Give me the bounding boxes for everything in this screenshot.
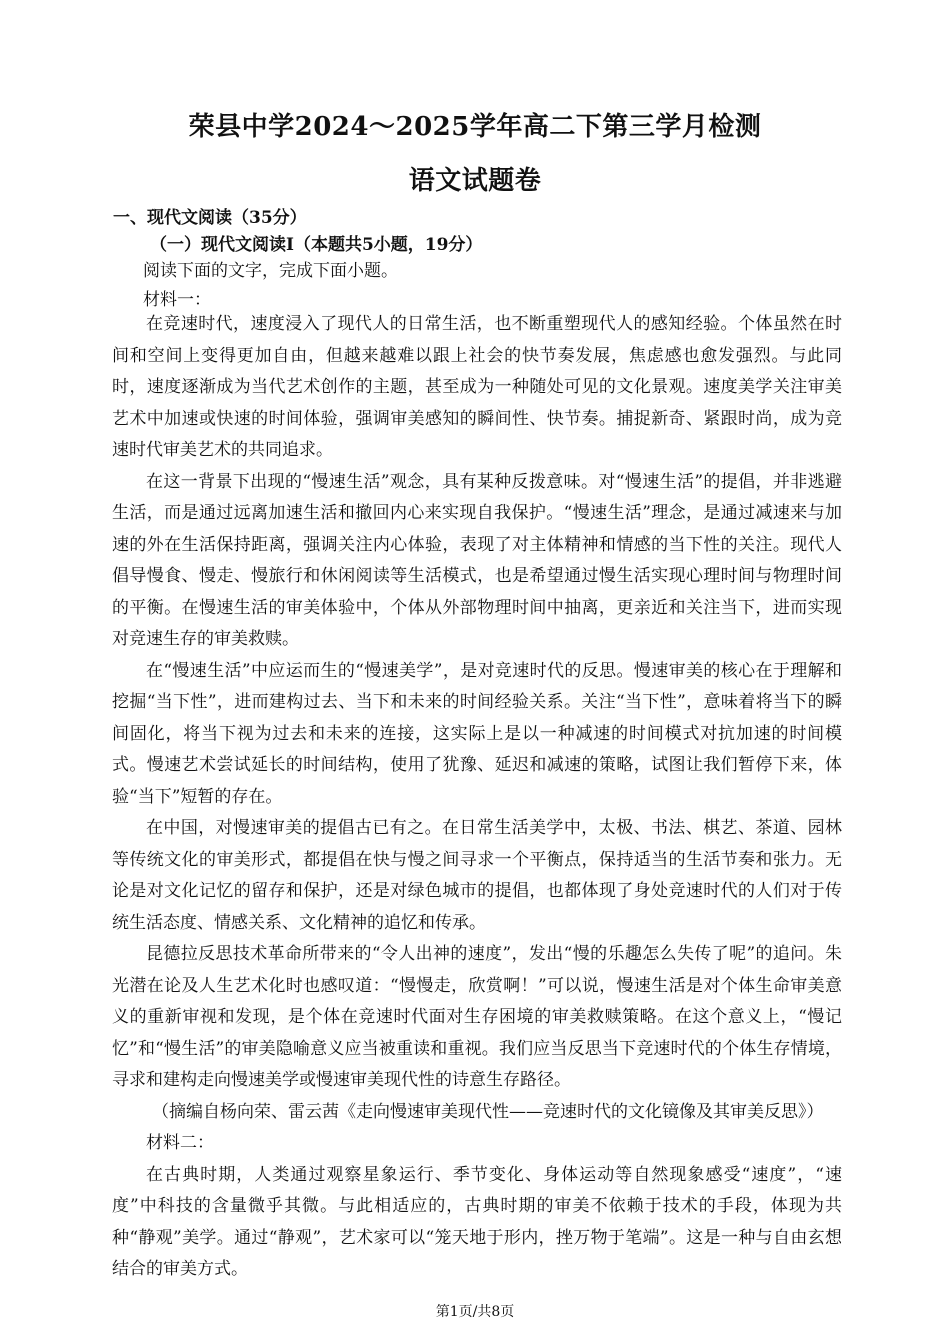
material1-label: 材料一： <box>143 290 211 310</box>
material1-paragraph: 在“慢速生活”中应运而生的“慢速美学”，是对竞速时代的反思。慢速审美的核心在于理解和挖掘“当下性”，进而建构过去、当下和未来的时间经验关系。关注“当下性”，意味着将当下的瞬间固化，将当下视为过去和未来的连接，这实际上是以一种减速的时间模式对抗加速的时间模式。慢速艺术尝试延长的时间结构，使用了犹豫、延迟和减速的策略，试图让我们暂停下来，体验“当下”短暂的存在。 <box>112 660 842 807</box>
sub-section-heading: （一）现代文阅读Ⅰ（本题共5小题，19分） <box>150 235 483 255</box>
material1-paragraph: 在竞速时代，速度浸入了现代人的日常生活，也不断重塑现代人的感知经验。个体虽然在时间和空间上变得更加自由，但越来越难以跟上社会的快节奏发展，焦虑感也愈发强烈。与此同时，速度逐渐成为当代艺术创作的主题，甚至成为一种随处可见的文化景观。速度美学关注审美艺术中加速或快速的时间体验，强调审美感知的瞬间性、快节奏。捕捉新奇、紧跟时尚，成为竞速时代审美艺术的共同追求。 <box>112 314 842 460</box>
exam-subtitle: 语文试题卷 <box>408 166 542 196</box>
material1-paragraph: 昆德拉反思技术革命所带来的“令人出神的速度”，发出“慢的乐趣怎么失传了呢”的追问。朱光潜在论及人生艺术化时也感叹道：“慢慢走，欣赏啊！”可以说，慢速生活是对个体生命审美意义的重新审视和发现，是个体在竞速时代面对生存困境的审美救赎策略。在这个意义上，“慢记忆”和“慢生活”的审美隐喻意义应当被重读和重视。我们应当反思当下竞速时代的个体生存情境，寻求和建构走向慢速美学或慢速审美现代性的诗意生存路径。 <box>112 944 842 1090</box>
material1-paragraph: 在这一背景下出现的“慢速生活”观念，具有某种反拨意味。对“慢速生活”的提倡，并非逃避生活，而是通过远离加速生活和撤回内心来实现自我保护。“慢速生活”理念，是通过减速来与加速的外在生活保持距离，强调关注内心体验，表现了对主体精神和情感的当下性的关注。现代人倡导慢食、慢走、慢旅行和休闲阅读等生活模式，也是希望通过慢生活实现心理时间与物理时间的平衡。在慢速生活的审美体验中，个体从外部物理时间中抽离，更亲近和关注当下，进而实现对竞速生存的审美救赎。 <box>112 471 842 649</box>
material2-label: 材料二： <box>146 1133 214 1153</box>
exam-title: 荣县中学2024～2025学年高二下第三学月检测 <box>188 112 762 142</box>
material1-source: （摘编自杨向荣、雷云茜《走向慢速审美现代性——竞速时代的文化镜像及其审美反思》） <box>152 1101 824 1122</box>
instruction-text: 阅读下面的文字，完成下面小题。 <box>143 261 398 281</box>
page-number: 第1页/共8页 <box>435 1304 515 1320</box>
material2-paragraph: 在古典时期，人类通过观察星象运行、季节变化、身体运动等自然现象感受“速度”，“速度”中科技的含量微乎其微。与此相适应的，古典时期的审美不依赖于技术的手段，体现为共种“静观”美学。通过“静观”，艺术家可以“笼天地于形内，挫万物于笔端”。这是一种与自由玄想结合的审美方式。 <box>112 1164 842 1279</box>
section-heading: 一、现代文阅读（35分） <box>113 208 307 228</box>
material1-paragraph: 在中国，对慢速审美的提倡古已有之。在日常生活美学中，太极、书法、棋艺、茶道、园林等传统文化的审美形式，都提倡在快与慢之间寻求一个平衡点，保持适当的生活节奏和张力。无论是对文化记忆的留存和保护，还是对绿色城市的提倡，也都体现了身处竞速时代的人们对于传统生活态度、情感关系、文化精神的追忆和传承。 <box>112 818 842 933</box>
material1-body <box>112 309 842 1286</box>
